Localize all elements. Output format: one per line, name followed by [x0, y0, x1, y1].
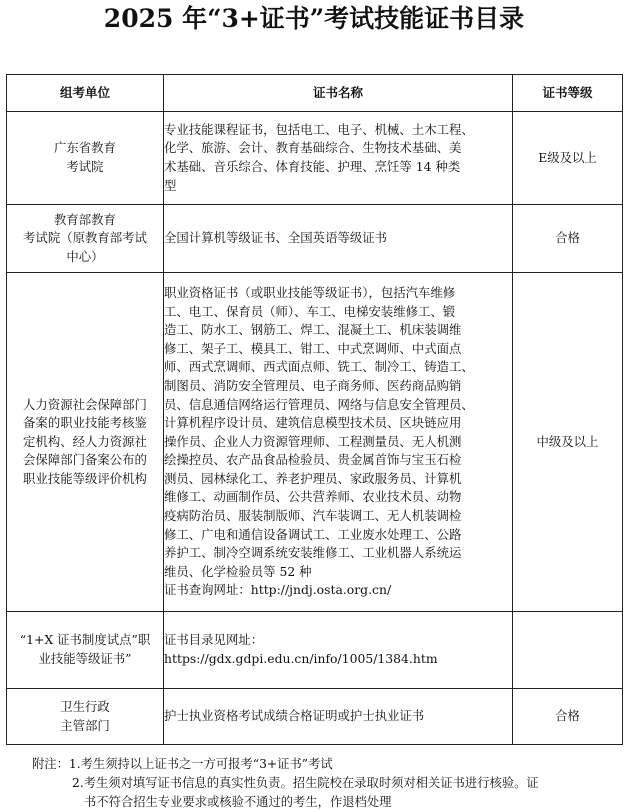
- certificate-line: 型: [164, 177, 177, 193]
- grade-cell: E级及以上: [513, 112, 623, 205]
- table-header-row: [7, 75, 623, 112]
- unit-line: 中心）: [66, 248, 104, 264]
- certificate-line: 疫病防治员、服装制版师、汽车装调工、无人机装调检: [164, 508, 462, 524]
- unit-line: 卫生行政: [60, 698, 110, 714]
- header-exam-unit: 组考单位: [7, 75, 164, 112]
- certificate-line: 绘操控员、农产品食品检验员、贵金属首饰与宝玉石检: [164, 452, 462, 468]
- unit-line: 业技能等级证书”: [38, 651, 132, 666]
- footnote-1: 附注：1.考生须持以上证书之一方可报考“3+证书”考试: [32, 757, 333, 771]
- unit-line: “1+X 证书制度试点”职: [19, 632, 151, 648]
- unit-line: 职业技能等级评价机构: [23, 470, 147, 486]
- unit-line: 会保障部门备案公布的: [23, 452, 147, 468]
- unit-line: 考试院: [66, 159, 104, 174]
- certificate-name-cell: [164, 612, 513, 689]
- certificate-line: 专业技能课程证书，包括电工、电子、机械、土木工程、: [164, 121, 474, 137]
- unit-line: 备案的职业技能考核鉴: [23, 415, 147, 431]
- unit-cell: [7, 689, 164, 745]
- grade-cell: [513, 612, 623, 689]
- certificate-line: 证书目录见网址：: [164, 632, 264, 648]
- certificate-line: 计算机程序设计员、建筑信息模型技术员、区块链应用: [164, 415, 462, 431]
- table-row: [7, 205, 623, 273]
- certificate-line: 工、电工、保育员（师）、车工、电梯安装维修工、锻: [164, 303, 456, 319]
- certificate-line: 制图员、消防安全管理员、电子商务师、医药商品购销: [164, 377, 462, 393]
- certificate-line: 员、信息通信网络运行管理员、网络与信息安全管理员、: [164, 396, 474, 412]
- certificate-line: 测员、园林绿化工、养老护理员、家政服务员、计算机: [164, 470, 462, 486]
- certificate-line: 养护工、制冷空调系统安装维修工、工业机器人系统运: [164, 545, 462, 561]
- certificate-query-url[interactable]: 证书查询网址：http://jndj.osta.org.cn/: [164, 582, 392, 598]
- footnote-2-continued: 书不符合招生专业要求或核验不通过的考生，作退档处理: [84, 795, 392, 809]
- header-certificate-grade: 证书等级: [513, 75, 623, 112]
- footnotes: [32, 755, 622, 812]
- certificate-line: 维修工、动画制作员、公共营养师、农业技术员、动物: [164, 489, 462, 505]
- unit-cell: [7, 612, 164, 689]
- unit-cell: [7, 273, 164, 612]
- grade-cell: 合格: [513, 689, 623, 745]
- table-row: [7, 112, 623, 205]
- certificate-name-cell: [164, 273, 513, 612]
- certificate-line: 职业资格证书（或职业技能等级证书），包括汽车维修: [164, 284, 456, 300]
- page-title: 2025 年“3+证书”考试技能证书目录: [103, 4, 525, 33]
- unit-line: 人力资源社会保障部门: [23, 396, 147, 412]
- certificate-name-cell: [164, 689, 513, 745]
- certificate-line: 化学、旅游、会计、教育基础综合、生物技术基础、美: [164, 140, 462, 156]
- header-certificate-name: 证书名称: [164, 75, 513, 112]
- certificate-line: 修工、广电和通信设备调试工、工业废水处理工、公路: [164, 526, 462, 542]
- unit-cell: [7, 205, 164, 273]
- certificate-line: 维员、化学检验员等 52 种: [164, 563, 312, 579]
- certificate-name-cell: [164, 205, 513, 273]
- footnote-2: 2.考生须对填写证书信息的真实性负责。招生院校在录取时须对相关证书进行核验。证: [72, 776, 539, 790]
- table-row: [7, 612, 623, 689]
- grade-cell: 中级及以上: [513, 273, 623, 612]
- certificate-line: 操作员、企业人力资源管理师、工程测量员、无人机测: [164, 433, 462, 449]
- unit-cell: [7, 112, 164, 205]
- certificate-directory-url[interactable]: https://gdx.gdpi.edu.cn/info/1005/1384.htm: [164, 651, 438, 666]
- certificate-line: 师、西式烹调师、西式面点师、铣工、制冷工、铸造工、: [164, 359, 474, 375]
- unit-line: 教育部教育: [54, 211, 116, 227]
- certificate-line: 修工、架子工、模具工、钳工、中式烹调师、中式面点: [164, 340, 462, 356]
- grade-cell: 合格: [513, 205, 623, 273]
- unit-line: 定机构、经人力资源社: [23, 433, 147, 449]
- table-row: [7, 689, 623, 745]
- certificate-line: 术基础、音乐综合、体育技能、护理、烹饪等 14 种类: [164, 159, 461, 174]
- certificate-line: 全国计算机等级证书、全国英语等级证书: [164, 230, 388, 246]
- certificate-name-cell: [164, 112, 513, 205]
- certificate-table: [6, 74, 623, 745]
- table-row: [7, 273, 623, 612]
- unit-line: 主管部门: [60, 717, 110, 733]
- certificate-line: 护士执业资格考试成绩合格证明或护士执业证书: [164, 708, 425, 724]
- certificate-line: 造工、防水工、钢筋工、焊工、混凝土工、机床装调维: [164, 322, 462, 338]
- unit-line: 广东省教育: [54, 140, 116, 156]
- unit-line: 考试院（原教育部考试: [23, 230, 147, 246]
